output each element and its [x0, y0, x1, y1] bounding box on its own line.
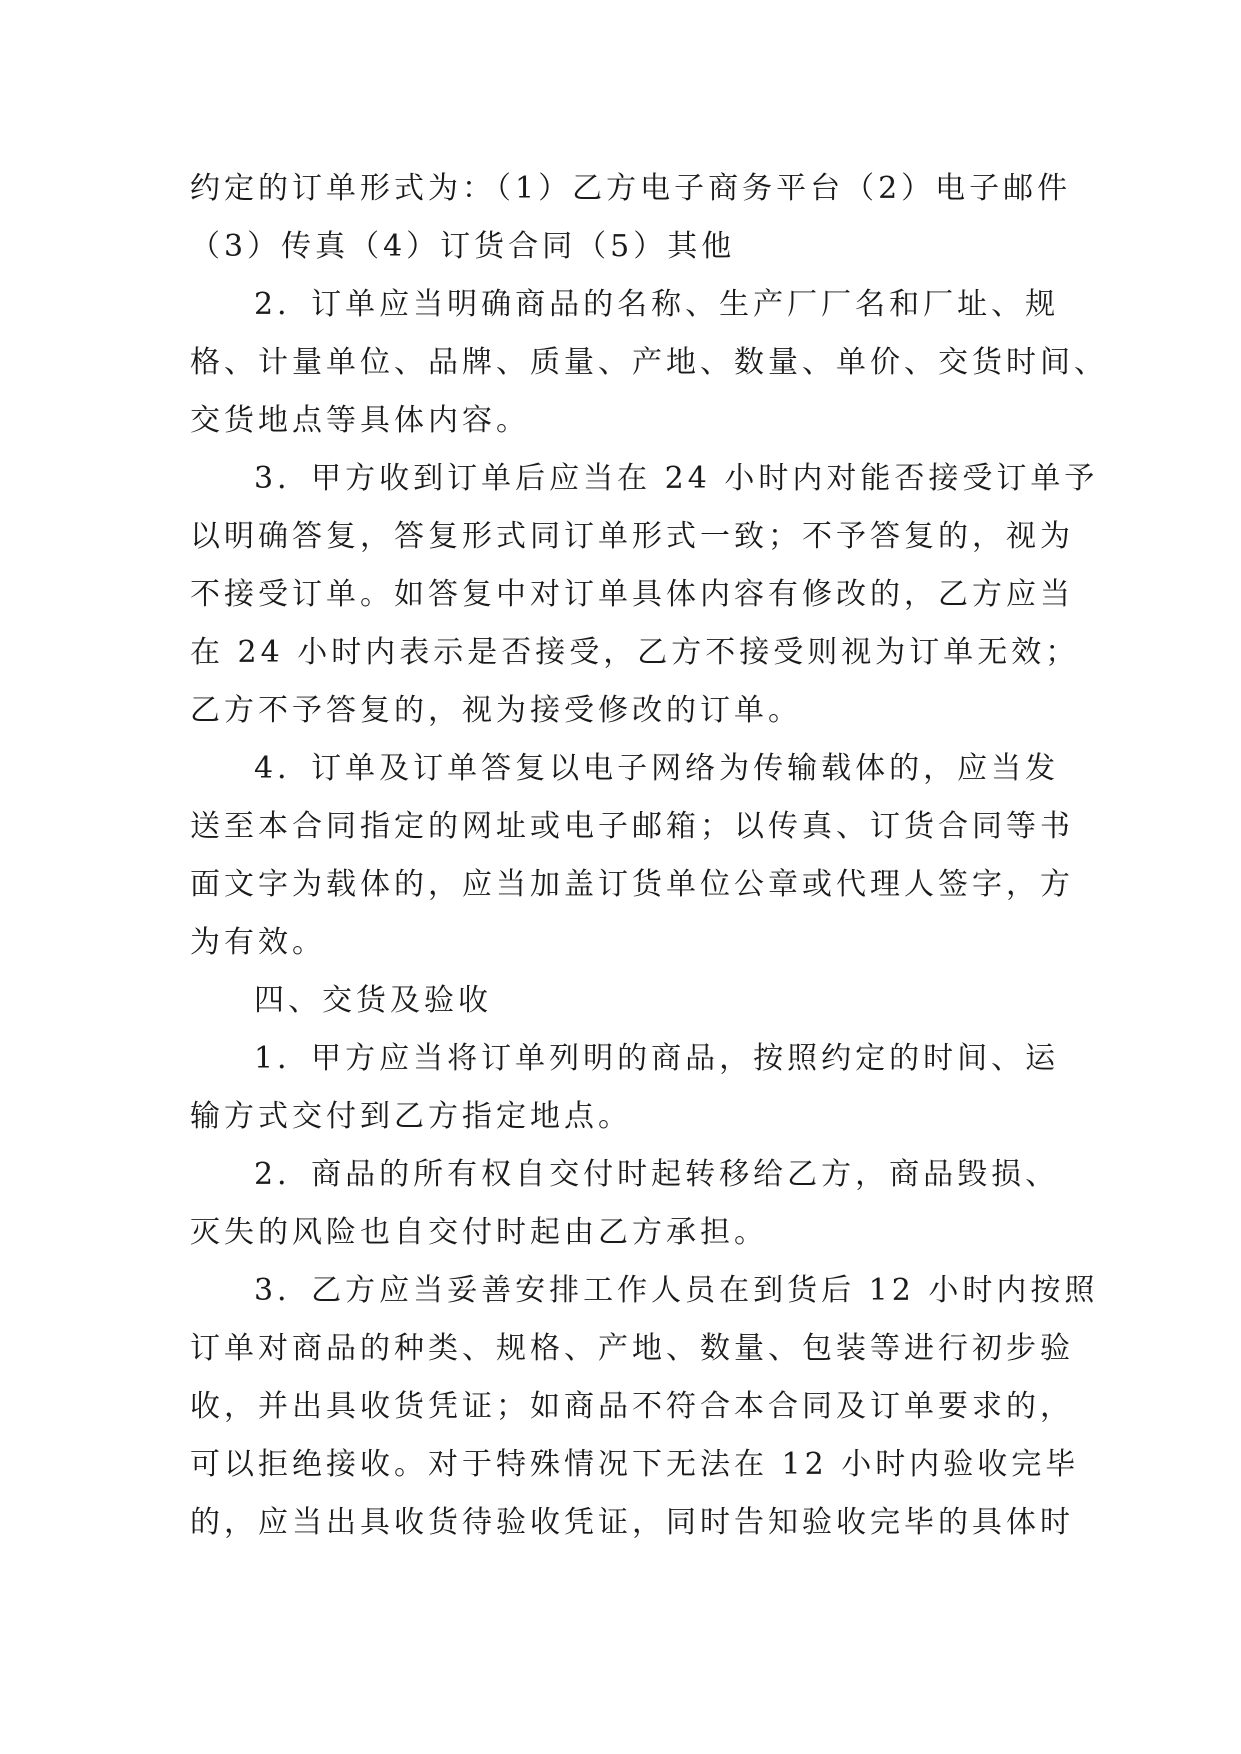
section-heading: 四、交货及验收	[254, 983, 492, 1018]
text-line: 收，并出具收货凭证；如商品不符合本合同及订单要求的，	[190, 1389, 1074, 1424]
text-line: 格、计量单位、品牌、质量、产地、数量、单价、交货时间、	[190, 345, 1108, 380]
text-line: 1．甲方应当将订单列明的商品，按照约定的时间、运	[254, 1041, 1060, 1076]
text-line: 不接受订单。如答复中对订单具体内容有修改的，乙方应当	[190, 577, 1074, 612]
text-line: 输方式交付到乙方指定地点。	[190, 1099, 632, 1134]
text-line: 乙方不予答复的，视为接受修改的订单。	[190, 693, 802, 728]
text-line: 面文字为载体的，应当加盖订货单位公章或代理人签字，方	[190, 867, 1074, 902]
text-line: 3．甲方收到订单后应当在 24 小时内对能否接受订单予	[254, 461, 1099, 496]
text-line: 订单对商品的种类、规格、产地、数量、包装等进行初步验	[190, 1331, 1074, 1366]
text-line: 约定的订单形式为：（1）乙方电子商务平台（2）电子邮件	[190, 171, 1072, 206]
text-line: 为有效。	[190, 925, 326, 960]
text-line: 可以拒绝接收。对于特殊情况下无法在 12 小时内验收完毕	[190, 1447, 1080, 1482]
text-line: 4．订单及订单答复以电子网络为传输载体的，应当发	[254, 751, 1060, 786]
text-line: 以明确答复，答复形式同订单形式一致；不予答复的，视为	[190, 519, 1074, 554]
text-line: 交货地点等具体内容。	[190, 403, 530, 438]
text-line: 送至本合同指定的网址或电子邮箱；以传真、订货合同等书	[190, 809, 1074, 844]
text-line: 的，应当出具收货待验收凭证，同时告知验收完毕的具体时	[190, 1505, 1074, 1540]
text-line: 3．乙方应当妥善安排工作人员在到货后 12 小时内按照	[254, 1273, 1099, 1308]
text-line: 2．订单应当明确商品的名称、生产厂厂名和厂址、规	[254, 287, 1060, 322]
text-line: 在 24 小时内表示是否接受，乙方不接受则视为订单无效；	[190, 635, 1080, 670]
contract-text	[190, 160, 1108, 1552]
text-line: 灭失的风险也自交付时起由乙方承担。	[190, 1215, 768, 1250]
text-line: （3）传真（4）订货合同（5）其他	[190, 229, 736, 264]
text-line: 2．商品的所有权自交付时起转移给乙方，商品毁损、	[254, 1157, 1060, 1192]
